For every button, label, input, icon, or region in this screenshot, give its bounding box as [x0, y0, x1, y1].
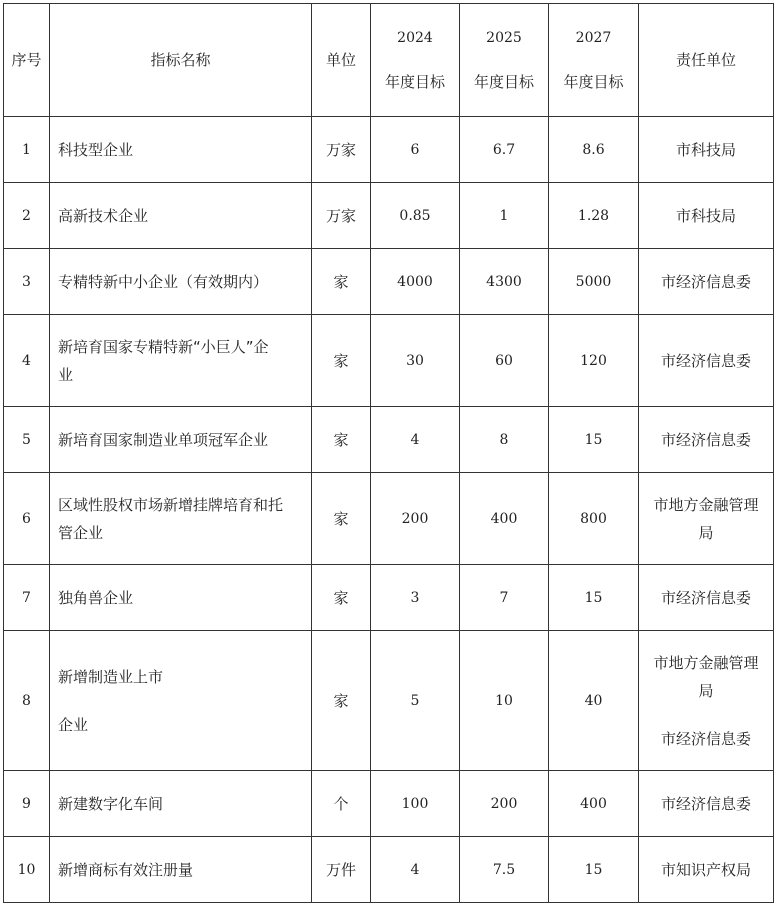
cell-2025-text: 60: [495, 352, 513, 369]
cell-index: [4, 631, 50, 771]
table-row: [4, 473, 774, 565]
cell-name: [50, 249, 312, 315]
cell-2025: [460, 183, 549, 249]
header-2024-year: 2024: [397, 30, 433, 46]
indicator-table: [3, 3, 774, 903]
cell-owner: [639, 837, 774, 903]
cell-unit: [312, 315, 371, 407]
cell-unit-text: 万家: [325, 140, 356, 159]
cell-owner: [639, 565, 774, 631]
cell-2027-text: 120: [580, 352, 607, 369]
table-row: [4, 565, 774, 631]
cell-2024-text: 100: [401, 795, 429, 812]
table-row: [4, 249, 774, 315]
cell-name: [50, 837, 312, 903]
cell-name: [50, 473, 312, 565]
cell-owner-text: 市经济信息委: [660, 588, 751, 607]
cell-2027: [549, 249, 639, 315]
cell-2025-text: 7: [499, 589, 509, 606]
cell-owner-text: 市经济信息委: [660, 794, 751, 813]
table-row: [4, 117, 774, 183]
cell-name-text: 业: [58, 365, 74, 384]
cell-owner: [639, 249, 774, 315]
cell-index-text: 2: [22, 207, 31, 224]
header-2025-target: [460, 4, 549, 117]
cell-index: [4, 565, 50, 631]
cell-2025: [460, 565, 549, 631]
cell-owner-text: 局: [698, 681, 714, 700]
cell-index: [4, 249, 50, 315]
header-2025-year: 2025: [486, 30, 522, 46]
cell-2024: [371, 249, 460, 315]
cell-2027-text: 800: [580, 510, 607, 527]
cell-2027-text: 40: [584, 692, 603, 709]
cell-2025-text: 4300: [486, 273, 522, 290]
cell-2027: [549, 117, 639, 183]
cell-2027: [549, 183, 639, 249]
table-header-row: [4, 4, 774, 117]
cell-2025-text: 6.7: [492, 141, 516, 158]
cell-unit-text: 万家: [325, 206, 356, 225]
cell-unit-text: 万件: [325, 860, 356, 879]
cell-index: [4, 837, 50, 903]
cell-2024-text: 200: [401, 510, 429, 527]
cell-owner: [639, 315, 774, 407]
cell-owner-text: 市地方金融管理: [653, 653, 759, 672]
header-2025-label: 年度目标: [473, 73, 534, 91]
cell-index-text: 10: [17, 861, 36, 878]
header-2024-target: [371, 4, 460, 117]
cell-2027: [549, 837, 639, 903]
header-2027-year: 2027: [575, 30, 612, 46]
cell-2027-text: 1.28: [577, 207, 610, 224]
cell-2025: [460, 315, 549, 407]
cell-2027-text: 400: [580, 795, 607, 812]
cell-2025-text: 1: [499, 207, 509, 224]
cell-name: [50, 117, 312, 183]
table-row: [4, 183, 774, 249]
cell-2027-text: 8.6: [582, 141, 605, 158]
cell-2025: [460, 473, 549, 565]
cell-2027: [549, 631, 639, 771]
cell-2024: [371, 117, 460, 183]
cell-owner-text: 市科技局: [675, 140, 736, 159]
cell-2024-text: 4: [410, 431, 420, 448]
cell-2027: [549, 473, 639, 565]
cell-2027-text: 15: [584, 589, 603, 606]
cell-unit: [312, 565, 371, 631]
cell-owner: [639, 631, 774, 771]
cell-name: [50, 315, 312, 407]
cell-index-text: 3: [22, 273, 31, 290]
cell-2025-text: 10: [495, 692, 513, 709]
header-2027-target: [549, 4, 639, 117]
cell-2025-text: 8: [499, 431, 509, 448]
cell-2025: [460, 771, 549, 837]
cell-2024: [371, 771, 460, 837]
cell-owner-text: 市经济信息委: [660, 272, 751, 291]
cell-2027: [549, 315, 639, 407]
cell-unit-text: 家: [333, 430, 349, 449]
cell-name-text: 新增商标有效注册量: [58, 860, 194, 879]
table-row: [4, 407, 774, 473]
cell-owner: [639, 117, 774, 183]
cell-owner-text: 市经济信息委: [660, 729, 751, 748]
cell-name: [50, 183, 312, 249]
cell-owner: [639, 771, 774, 837]
cell-owner-text: 市经济信息委: [660, 430, 751, 449]
cell-2025: [460, 117, 549, 183]
cell-index: [4, 183, 50, 249]
header-2027-label: 年度目标: [563, 73, 624, 91]
cell-index-text: 5: [22, 431, 31, 448]
cell-unit: [312, 117, 371, 183]
cell-index-text: 8: [22, 692, 31, 709]
cell-name: [50, 631, 312, 771]
header-owner: 责任单位: [639, 4, 774, 117]
cell-2027: [549, 407, 639, 473]
header-index: 序号: [4, 4, 50, 117]
cell-unit: [312, 473, 371, 565]
cell-owner-text: 市地方金融管理: [653, 495, 759, 514]
cell-index-text: 4: [22, 352, 31, 369]
cell-index-text: 9: [22, 795, 31, 812]
cell-2025: [460, 837, 549, 903]
cell-index: [4, 117, 50, 183]
cell-index-text: 1: [22, 141, 31, 158]
cell-owner-text: 局: [698, 523, 714, 542]
header-2024-label: 年度目标: [384, 73, 445, 91]
cell-2024: [371, 315, 460, 407]
cell-2024-text: 4: [410, 861, 420, 878]
cell-name-text: 专精特新中小企业（有效期内）: [58, 272, 269, 291]
cell-owner-text: 市科技局: [675, 206, 736, 225]
table-row: [4, 771, 774, 837]
cell-index-text: 6: [22, 510, 31, 527]
cell-unit-text: 家: [333, 588, 349, 607]
cell-2024-text: 4000: [397, 273, 433, 290]
cell-2025: [460, 249, 549, 315]
cell-name-text: 新增制造业上市: [58, 667, 164, 686]
cell-unit: [312, 837, 371, 903]
cell-name-text: 新培育国家制造业单项冠军企业: [58, 430, 269, 449]
cell-2027-text: 15: [584, 861, 603, 878]
cell-name: [50, 771, 312, 837]
cell-owner: [639, 473, 774, 565]
cell-unit: [312, 771, 371, 837]
cell-index-text: 7: [22, 589, 31, 606]
cell-unit: [312, 249, 371, 315]
cell-name-text: 独角兽企业: [58, 588, 134, 607]
cell-index: [4, 315, 50, 407]
cell-name-text: 区域性股权市场新增挂牌培育和托: [58, 495, 284, 514]
cell-2024-text: 30: [406, 352, 424, 369]
cell-index: [4, 473, 50, 565]
cell-owner-text: 市知识产权局: [660, 860, 751, 879]
cell-unit: [312, 183, 371, 249]
cell-index: [4, 407, 50, 473]
cell-2025-text: 200: [490, 795, 518, 812]
cell-2027: [549, 771, 639, 837]
cell-2027: [549, 565, 639, 631]
cell-2025: [460, 631, 549, 771]
table-row: [4, 631, 774, 771]
cell-unit-text: 家: [333, 272, 349, 291]
cell-unit-text: 家: [333, 509, 349, 528]
cell-2025: [460, 407, 549, 473]
cell-owner-text: 市经济信息委: [660, 351, 751, 370]
cell-owner: [639, 183, 774, 249]
cell-2024: [371, 631, 460, 771]
table-row: [4, 837, 774, 903]
cell-name-text: 管企业: [58, 523, 104, 542]
cell-2024-text: 3: [410, 589, 420, 606]
cell-2027-text: 5000: [575, 273, 612, 290]
cell-2024-text: 6: [410, 141, 420, 158]
header-name: 指标名称: [50, 4, 312, 117]
cell-name: [50, 565, 312, 631]
cell-unit: [312, 407, 371, 473]
cell-2025-text: 400: [490, 510, 518, 527]
cell-name-text: 高新技术企业: [58, 206, 149, 225]
cell-name-text: 企业: [58, 715, 89, 734]
cell-name-text: 新建数字化车间: [58, 794, 164, 813]
header-unit: 单位: [312, 4, 371, 117]
cell-2025-text: 7.5: [492, 861, 516, 878]
cell-index: [4, 771, 50, 837]
cell-2027-text: 15: [584, 431, 603, 448]
cell-2024: [371, 407, 460, 473]
cell-unit: [312, 631, 371, 771]
cell-name-text: 新培育国家专精特新“小巨人”企: [58, 337, 269, 356]
cell-owner: [639, 407, 774, 473]
cell-unit-text: 家: [333, 691, 349, 710]
cell-2024: [371, 837, 460, 903]
cell-2024-text: 5: [410, 692, 420, 709]
cell-name-text: 科技型企业: [58, 140, 134, 159]
cell-2024-text: 0.85: [399, 207, 431, 224]
table-row: [4, 315, 774, 407]
cell-2024: [371, 565, 460, 631]
cell-unit-text: 个: [333, 794, 349, 813]
cell-2024: [371, 473, 460, 565]
cell-name: [50, 407, 312, 473]
cell-unit-text: 家: [333, 351, 349, 370]
cell-2024: [371, 183, 460, 249]
